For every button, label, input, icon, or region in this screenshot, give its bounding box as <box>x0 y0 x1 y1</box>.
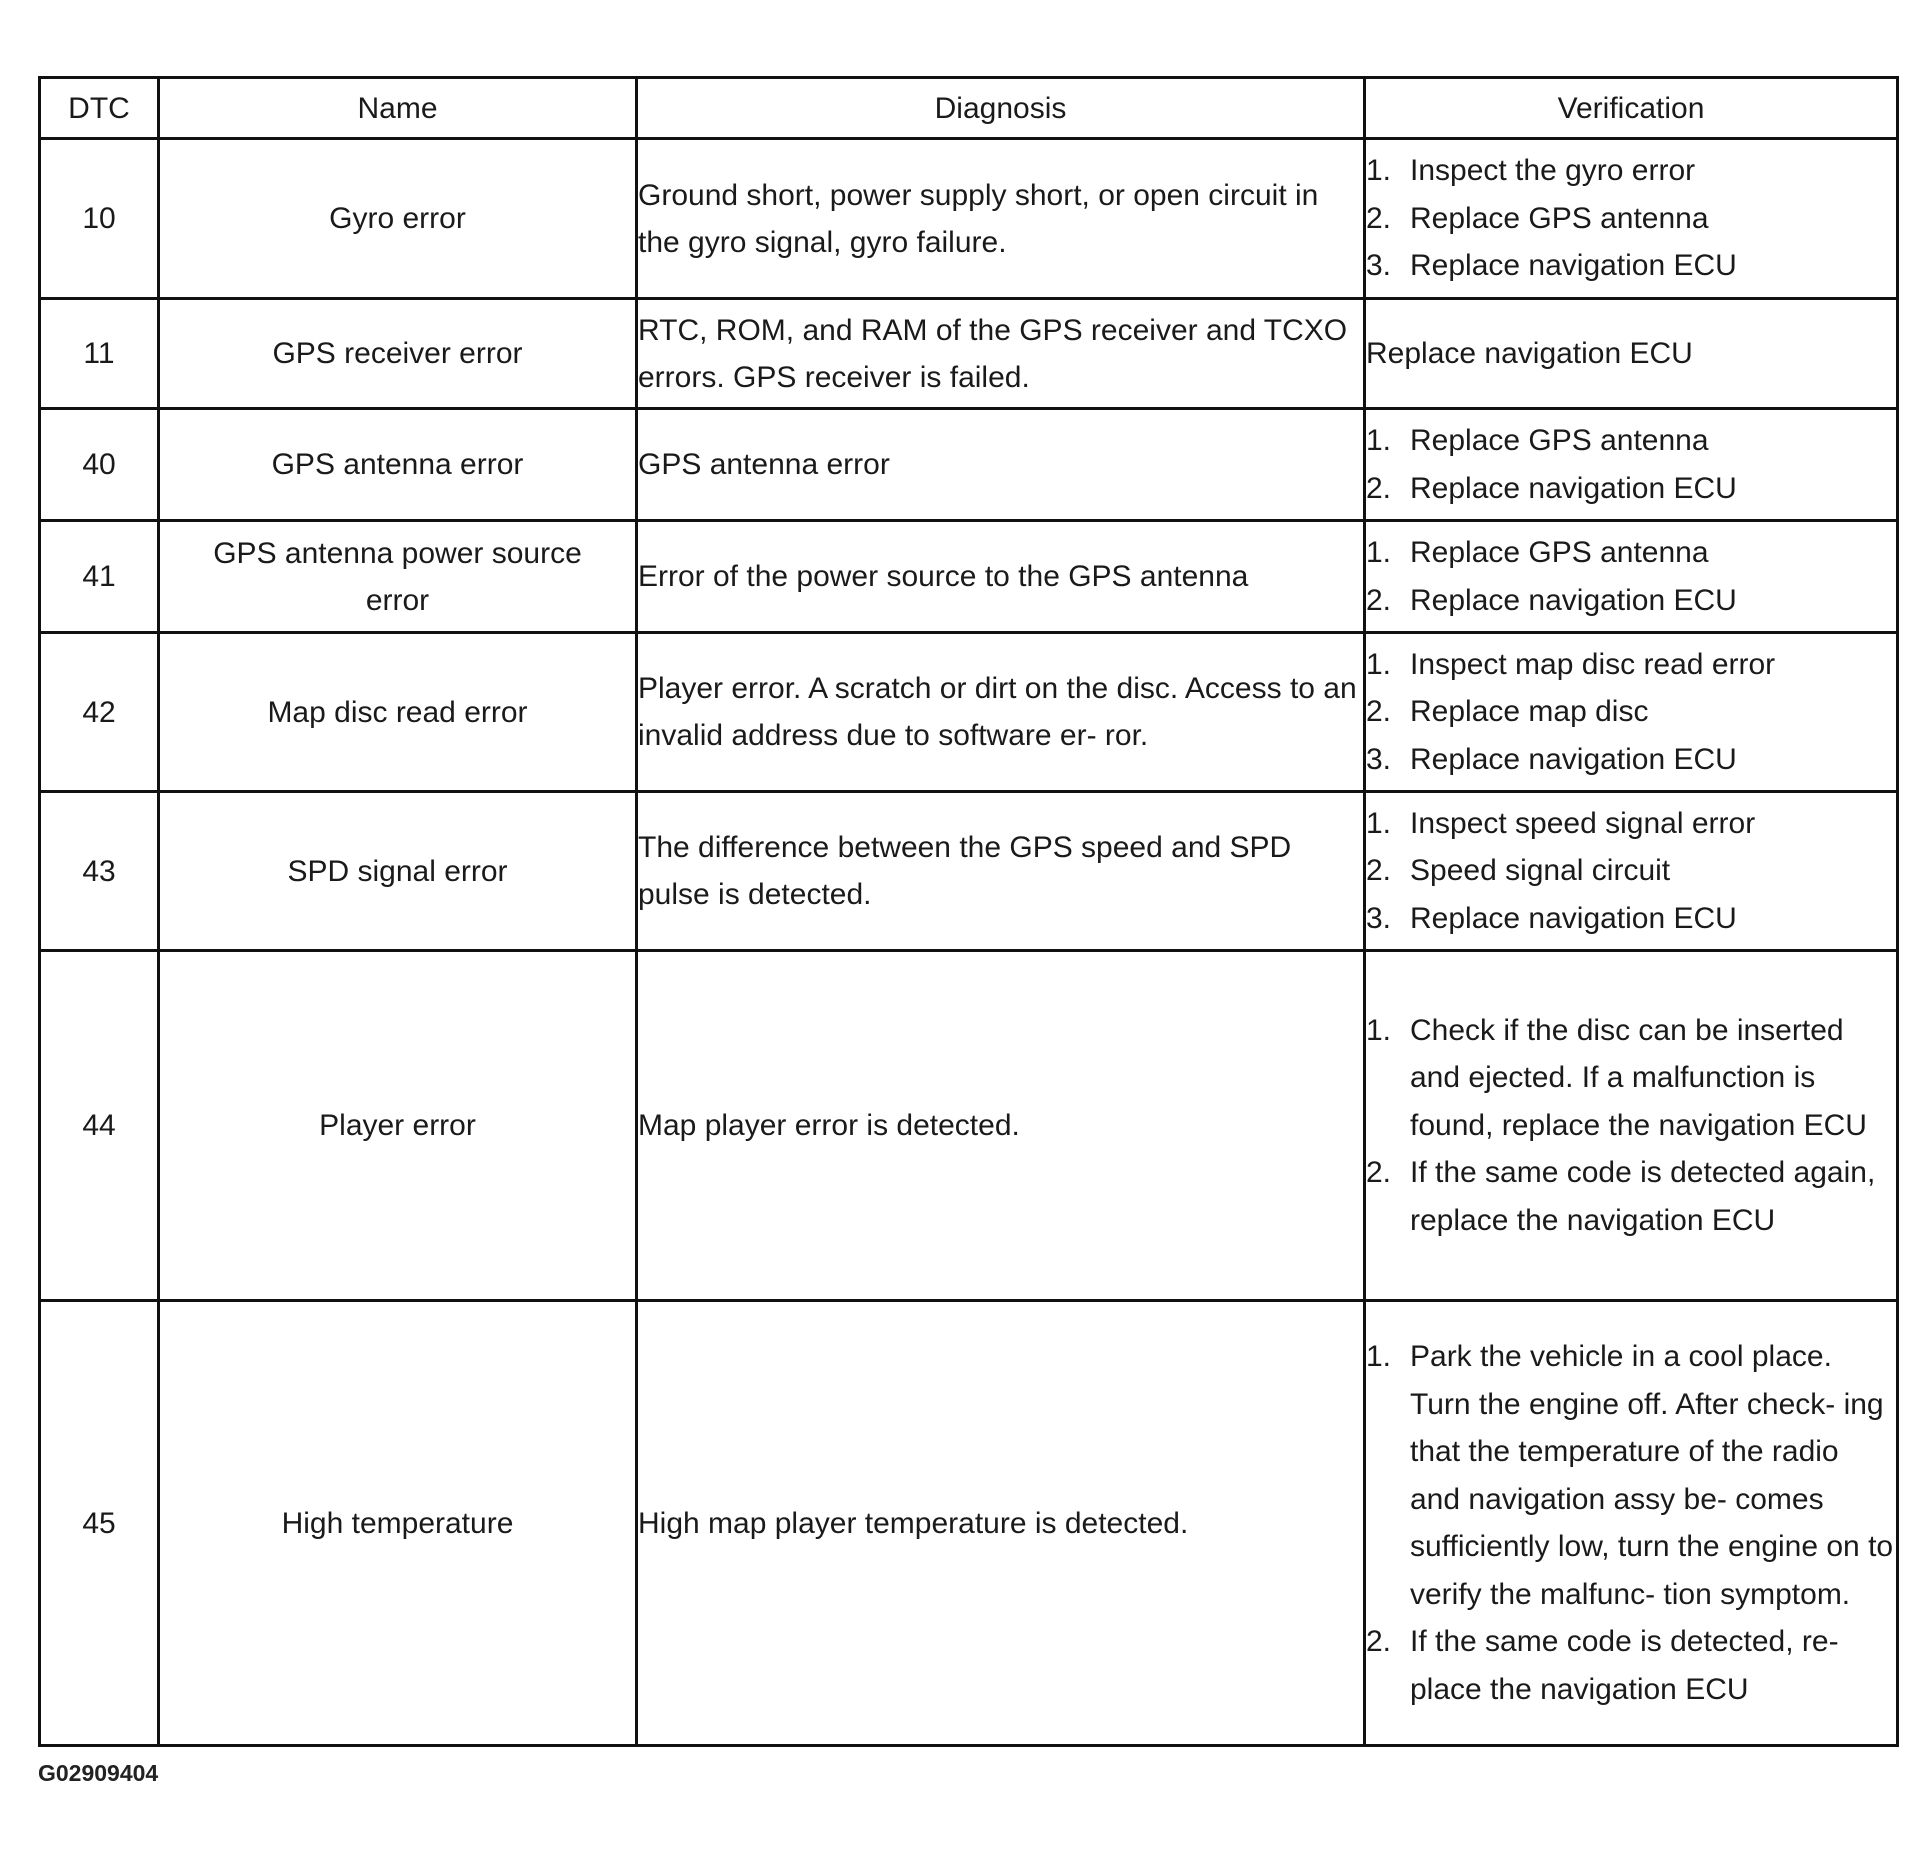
dtc-name-text: GPS receiver error <box>272 337 523 370</box>
step-text: Inspect map disc read error <box>1410 647 1776 681</box>
verification-step: 1. Park the vehicle in a cool place. Turn the engine off. After check- ing that the temperature of the radio and navigation assy be- comes sufficiently low, turn the engine on to verify the malfunc- tion symptom. <box>1366 1340 1894 1611</box>
dtc-name-text: Map disc read error <box>267 695 528 729</box>
table-row <box>40 633 1898 792</box>
header-dtc: DTC <box>40 78 159 139</box>
step-text: Speed signal circuit <box>1410 854 1671 888</box>
dtc-code: 40 <box>40 409 159 521</box>
dtc-diagnosis: Ground short, power supply short, or open circuit in the gyro signal, gyro failure. <box>637 139 1365 299</box>
verification-step: 2. Replace navigation ECU <box>1366 583 1737 617</box>
dtc-name <box>159 409 637 521</box>
verification-step: 3. Replace navigation ECU <box>1366 249 1737 283</box>
dtc-diagnosis: Error of the power source to the GPS antenna <box>637 521 1365 633</box>
verification-steps <box>1366 147 1896 290</box>
verification-steps <box>1366 800 1896 943</box>
verification-step: 1. Inspect map disc read error <box>1366 647 1776 681</box>
dtc-name <box>159 521 637 633</box>
table-row <box>40 521 1898 633</box>
dtc-code: 42 <box>40 633 159 792</box>
header-row <box>40 78 1898 139</box>
step-text: Check if the disc can be inserted and ejected. If a malfunction is found, replace the navigation ECU <box>1410 1013 1867 1142</box>
step-text: Inspect speed signal error <box>1410 806 1756 840</box>
dtc-name-text: High temperature <box>281 1506 514 1540</box>
header-diagnosis: Diagnosis <box>637 78 1365 139</box>
step-text: Inspect the gyro error <box>1410 154 1696 188</box>
dtc-diagnosis: High map player temperature is detected. <box>637 1301 1365 1746</box>
verification-step: 2. Replace navigation ECU <box>1366 471 1737 505</box>
verification-step: 3. Replace navigation ECU <box>1366 901 1737 935</box>
step-text: If the same code is detected, re- place the navigation ECU <box>1410 1625 1839 1706</box>
dtc-name-text: GPS antenna power source error <box>213 536 582 617</box>
dtc-name <box>159 792 637 951</box>
step-text: Replace GPS antenna <box>1410 424 1709 457</box>
table-row <box>40 299 1898 409</box>
dtc-code: 10 <box>40 139 159 299</box>
dtc-verification <box>1365 1301 1898 1746</box>
figure-id: G02909404 <box>38 1760 159 1786</box>
dtc-name-text: SPD signal error <box>287 854 508 888</box>
step-text: Replace navigation ECU <box>1410 742 1737 776</box>
table-row <box>40 1301 1898 1746</box>
dtc-verification <box>1365 521 1898 633</box>
verification-steps <box>1366 417 1896 512</box>
verification-steps <box>1366 529 1896 624</box>
dtc-name-text: Player error <box>319 1109 476 1142</box>
step-text: Replace navigation ECU <box>1410 583 1737 617</box>
dtc-code: 45 <box>40 1301 159 1746</box>
dtc-name <box>159 139 637 299</box>
verification-step: 2. Speed signal circuit <box>1366 854 1671 888</box>
dtc-code: 44 <box>40 951 159 1301</box>
dtc-diagnosis: RTC, ROM, and RAM of the GPS receiver and TCXO errors. GPS receiver is failed. <box>637 299 1365 409</box>
dtc-verification <box>1365 633 1898 792</box>
verification-step: 1. Inspect speed signal error <box>1366 806 1756 840</box>
dtc-name <box>159 951 637 1301</box>
dtc-name-text: GPS antenna error <box>271 448 524 481</box>
verification-step: 2. Replace map disc <box>1366 695 1649 729</box>
header-name: Name <box>159 78 637 139</box>
verification-step: 2. If the same code is detected, re- place the navigation ECU <box>1366 1625 1839 1706</box>
dtc-code: 41 <box>40 521 159 633</box>
step-text: Replace navigation ECU <box>1410 249 1737 283</box>
table-row <box>40 951 1898 1301</box>
dtc-code: 43 <box>40 792 159 951</box>
table-header <box>40 78 1898 139</box>
step-text: Replace GPS antenna <box>1410 536 1709 569</box>
dtc-name <box>159 633 637 792</box>
step-text: Replace GPS antenna <box>1410 201 1709 235</box>
verification-step: 1. Replace GPS antenna <box>1366 536 1709 569</box>
verification-step: 1. Replace GPS antenna <box>1366 424 1709 457</box>
dtc-name <box>159 299 637 409</box>
dtc-verification <box>1365 299 1898 409</box>
verification-step: 1. Inspect the gyro error <box>1366 154 1696 188</box>
step-text: If the same code is detected again, replace the navigation ECU <box>1410 1156 1876 1237</box>
dtc-verification <box>1365 139 1898 299</box>
dtc-table <box>38 76 1899 1747</box>
dtc-diagnosis: The difference between the GPS speed and SPD pulse is detected. <box>637 792 1365 951</box>
table-row <box>40 139 1898 299</box>
dtc-code: 11 <box>40 299 159 409</box>
dtc-diagnosis: Player error. A scratch or dirt on the disc. Access to an invalid address due to software er- ror. <box>637 633 1365 792</box>
dtc-verification <box>1365 951 1898 1301</box>
verification-steps <box>1366 641 1896 784</box>
verification-step: 2. Replace GPS antenna <box>1366 201 1709 235</box>
dtc-name-text: Gyro error <box>329 202 466 235</box>
verification-steps <box>1366 1333 1896 1713</box>
step-text: Park the vehicle in a cool place. Turn the engine off. After check- ing that the temperature of the radio and navigation assy be- comes sufficiently low, turn the engine on to verify the malfunc- tion symptom. <box>1410 1340 1894 1611</box>
verification-text: Replace navigation ECU <box>1366 337 1693 370</box>
dtc-diagnosis: GPS antenna error <box>637 409 1365 521</box>
dtc-verification <box>1365 409 1898 521</box>
verification-steps <box>1366 1007 1896 1245</box>
dtc-verification <box>1365 792 1898 951</box>
table-row <box>40 409 1898 521</box>
step-text: Replace navigation ECU <box>1410 901 1737 935</box>
verification-step: 3. Replace navigation ECU <box>1366 742 1737 776</box>
dtc-name <box>159 1301 637 1746</box>
step-text: Replace map disc <box>1410 695 1649 729</box>
table-row <box>40 792 1898 951</box>
verification-step: 1. Check if the disc can be inserted and ejected. If a malfunction is found, replace the navigation ECU <box>1366 1013 1867 1142</box>
step-text: Replace navigation ECU <box>1410 471 1737 505</box>
header-verification: Verification <box>1365 78 1898 139</box>
dtc-diagnosis: Map player error is detected. <box>637 951 1365 1301</box>
verification-step: 2. If the same code is detected again, replace the navigation ECU <box>1366 1156 1876 1237</box>
